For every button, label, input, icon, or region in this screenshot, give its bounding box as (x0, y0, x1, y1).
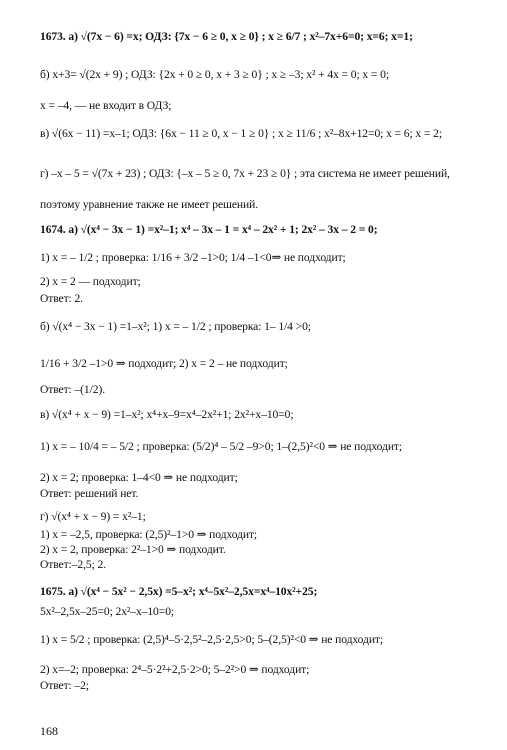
text-line: поэтому уравнение также не имеет решений. (40, 198, 259, 211)
page-number: 168 (40, 724, 58, 738)
problem-1674c-line: в) √(x⁴ + x − 9) =1–x²; x⁴+x–9=x⁴–2x²+1; 2x²+x–10=0; (40, 408, 294, 421)
text-line: 2) x = 2, проверка: 2²–1>0 ⇒ подходит. (40, 543, 226, 556)
answer-line: Ответ: –2; (40, 679, 89, 692)
text-line: 1) x = –2,5, проверка: (2,5)²–1>0 ⇒ подходит; (40, 528, 258, 541)
text-line: 2) x=–2; проверка: 2⁴–5·2²+2,5·2>0; 5–2²>0 ⇒ подходит; (40, 663, 310, 676)
problem-1673d-line: г) –x – 5 = √(7x + 23) ; ОДЗ: {–x – 5 ≥ 0, 7x + 23 ≥ 0} ; эта система не имеет решений, (40, 167, 450, 180)
text-line: x = –4, — не входит в ОДЗ; (40, 99, 172, 112)
answer-line: Ответ: –(1/2). (40, 383, 106, 396)
text-line: 1/16 + 3/2 –1>0 ⇒ подходит; 2) x = 2 – не подходит; (40, 357, 288, 370)
text-line: 5x²–2,5x–25=0; 2x²–x–10=0; (40, 605, 175, 618)
problem-1674d-line: г) √(x⁴ + x − 9) = x²–1; (40, 510, 146, 523)
text-line: 1) x = – 1/2 ; проверка: 1/16 + 3/2 –1>0; 1/4 –1<0⇒ не подходит; (40, 251, 346, 264)
text-line: 2) x = 2; проверка: 1–4<0 ⇒ не подходит; (40, 471, 238, 484)
problem-1675a-line: 1675. а) √(x⁴ − 5x² − 2,5x) =5–x²; x⁴–5x²–2,5x=x⁴–10x²+25; (40, 585, 318, 598)
problem-1674a-line: 1674. а) √(x⁴ − 3x − 1) =x²–1; x⁴ – 3x – 1 = x⁴ – 2x² + 1; 2x² – 3x – 2 = 0; (40, 223, 378, 236)
answer-line: Ответ:–2,5; 2. (40, 558, 106, 571)
problem-1673c-line: в) √(6x − 11) =x–1; ОДЗ: {6x − 11 ≥ 0, x − 1 ≥ 0} ; x ≥ 11/6 ; x²–8x+12=0; x = 6; x = 2; (40, 127, 442, 140)
answer-line: Ответ: решений нет. (40, 487, 139, 500)
problem-1674b-line: б) √(x⁴ − 3x − 1) =1–x²; 1) x = – 1/2 ; проверка: 1– 1/4 >0; (40, 320, 311, 333)
text-line: 2) x = 2 — подходит; (40, 275, 141, 288)
problem-1673a-line: 1673. а) √(7x − 6) =x; ОДЗ: {7x − 6 ≥ 0, x ≥ 0} ; x ≥ 6/7 ; x²–7x+6=0; x=6; x=1; (40, 30, 413, 43)
text-line: 1) x = 5/2 ; проверка: (2,5)⁴–5·2,5²–2,5·2,5>0; 5–(2,5)²<0 ⇒ не подходит; (40, 633, 384, 646)
answer-line: Ответ: 2. (40, 292, 83, 305)
text-line: 1) x = – 10/4 = – 5/2 ; проверка: (5/2)⁴ – 5/2 –9>0; 1–(2,5)²<0 ⇒ не подходит; (40, 440, 403, 453)
problem-1673b-line: б) x+3= √(2x + 9) ; ОДЗ: {2x + 0 ≥ 0, x + 3 ≥ 0} ; x ≥ –3; x² + 4x = 0; x = 0; (40, 68, 389, 81)
